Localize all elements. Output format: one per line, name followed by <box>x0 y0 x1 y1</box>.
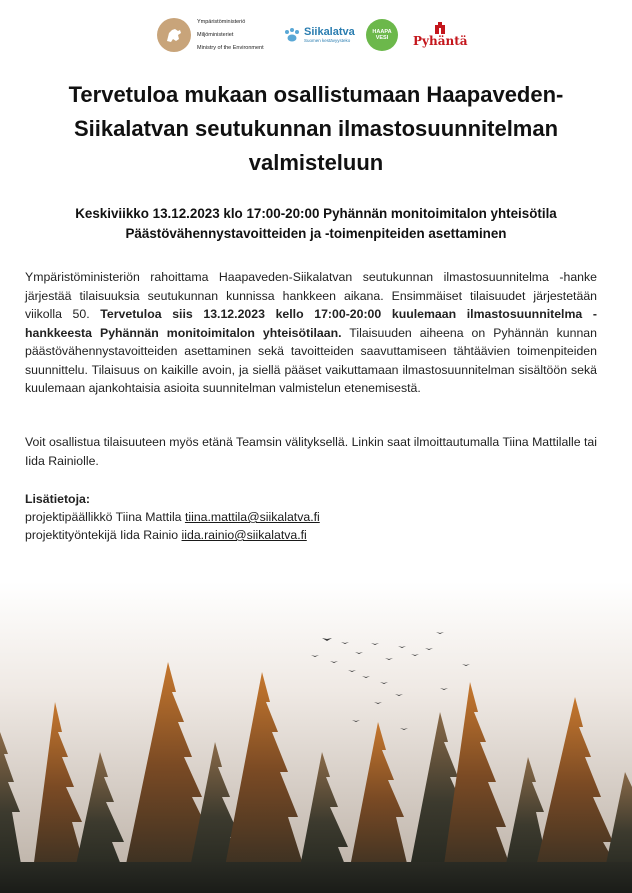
contact-row <box>25 526 597 544</box>
event-subtitle <box>20 204 612 244</box>
contact-heading: Lisätietoja: <box>25 492 90 506</box>
event-topic: Päästövähennystavoitteiden ja -toimenpiteiden asettaminen <box>125 226 507 241</box>
invitation-highlight: Tervetuloa siis 13.12.2023 kello 17:00-20:00 kuulemaan ilmastosuunnitelma -hankkeesta Pyhännän monitoimitalon yhteisötilaan. <box>25 307 597 340</box>
event-date-place: Keskiviikko 13.12.2023 klo 17:00-20:00 Pyhännän monitoimitalon yhteisötila <box>75 206 557 221</box>
intro-text-rest: Tilaisuuden aiheena on Pyhännän kunnan päästövähennystavoitteiden asettaminen sekä tavoitteiden saavuttamiseen tähtäävien toimenpiteiden suunnittelu. Tilaisuus on kaikille avoin, ja siellä pääset vaikuttamaan ilmastosuunnitelman sisältöön sekä kuulemaan ajankohtaisia asioita suunnitelman valmistelun etenemisestä. <box>25 325 597 395</box>
page-title: Tervetuloa mukaan osallistumaan Haapaveden-Siikalatvan seutukunnan ilmastosuunnitelman valmisteluun <box>68 82 564 175</box>
contact-info <box>25 490 597 544</box>
siikalatva-tagline: Suomen kestävyysteko <box>304 38 351 43</box>
church-icon <box>434 22 446 34</box>
contact-role: projektipäällikkö Tiina Mattila <box>25 510 185 524</box>
intro-text: Ympäristöministeriön rahoittama Haapaveden-Siikalatvan seutukunnan ilmastosuunnitelma -hanke järjestää tilaisuuksia seutukunnan kunnissa hankkeen aikana. Ensimmäiset tilaisuudet järjestetään viikolla 50. <box>25 270 597 321</box>
intro-paragraph <box>25 268 597 398</box>
pyhanta-logo <box>413 16 468 54</box>
logo-row <box>0 16 632 56</box>
ministry-logo <box>157 16 264 54</box>
lion-crest-icon <box>157 18 191 52</box>
remote-paragraph: Voit osallistua tilaisuuteen myös etänä Teamsin välityksellä. Linkin saat ilmoittautumalla Tiina Mattilalle tai Iida Rainiolle. <box>25 435 597 468</box>
haapavesi-name-2: VESI <box>375 35 389 41</box>
siikalatva-logo <box>283 16 355 54</box>
ministry-name-en: Ministry of the Environment <box>197 44 264 51</box>
siikalatva-name: Siikalatva <box>304 26 355 38</box>
email-link[interactable]: iida.rainio@siikalatva.fi <box>181 528 307 542</box>
ministry-name-fi: Ympäristöministeriö <box>197 18 246 25</box>
paw-icon <box>283 26 301 44</box>
forest-photo <box>0 582 632 893</box>
email-link[interactable]: tiina.mattila@siikalatva.fi <box>184 510 320 524</box>
pyhanta-name: Pyhäntä <box>413 34 468 48</box>
ministry-name-sv: Miljöministeriet <box>197 31 234 38</box>
haapavesi-name-1: HAAPA <box>372 29 392 35</box>
haapavesi-logo <box>366 16 398 54</box>
contact-row <box>25 508 597 526</box>
contact-role: projektityöntekijä Iida Rainio <box>25 528 182 542</box>
